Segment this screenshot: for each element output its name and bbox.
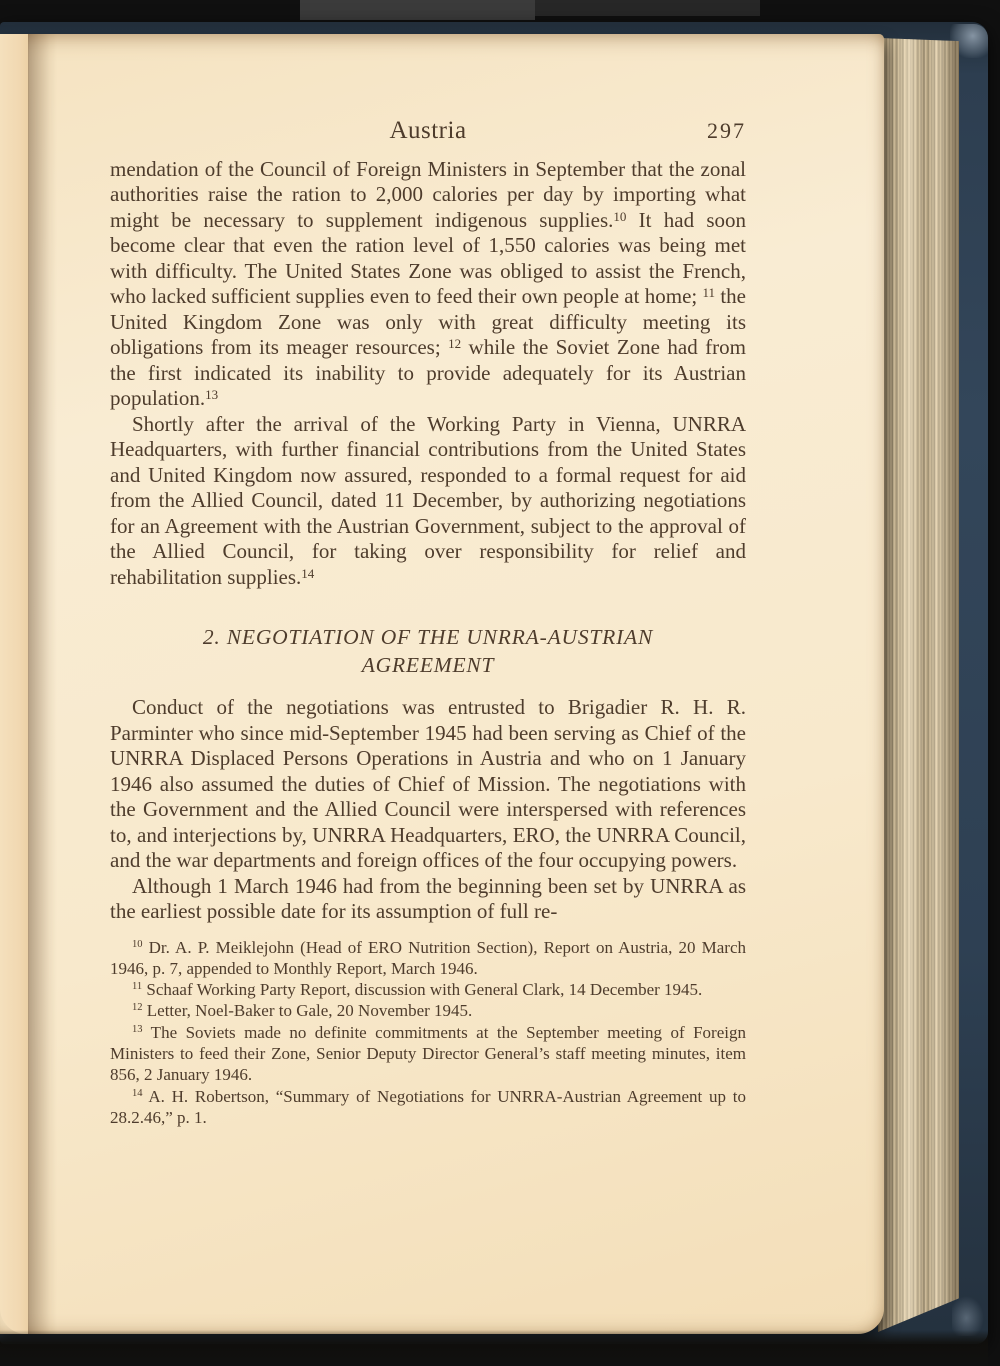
paragraph-continuation: mendation of the Council of Foreign Ministers in September that the zonal authorities raise the ration to 2,000 calories per day by importing what might be necessary to supplement indigenous supplies.$^{10}$ It had soon become clear that even the ration level of 1,550 calories was being met with difficulty. The United States Zone was obliged to assist the French, who lacked sufficient supplies even to feed their own people at home; $^{11}$ the United Kingdom Zone was only with great difficulty meeting its obligations from its meager resources; $^{12}$ while the Soviet Zone had from the first indicated its inability to provide adequately for its Austrian population.$^{13}$	[110, 156, 747, 410]
footnote-10: $^{10}$ Dr. A. P. Meiklejohn (Head of ERO Nutrition Section), Report on Austria, 20 March 1946, p. 7, appended to Monthly Report, March 1946.	[110, 937, 746, 978]
footnote-12: $^{12}$ Letter, Noel-Baker to Gale, 20 November 1945.	[132, 1001, 473, 1021]
bottom-shadow	[0, 1330, 988, 1366]
footnotes-block	[110, 937, 746, 1129]
paragraph: Although 1 March 1946 had from the beginning been set by UNRRA as the earliest possible date for its assumption of full re-	[110, 873, 746, 923]
footnote-ref: 10	[613, 208, 627, 224]
page-fore-edge-stack	[878, 36, 959, 1332]
footnote-ref: 14	[132, 1087, 143, 1099]
facing-page-sliver	[0, 34, 28, 1334]
footnote-ref: 12	[132, 1002, 143, 1014]
footnote-ref: 11	[702, 285, 716, 300]
backdrop-shadow-patch	[535, 0, 760, 16]
page-number: 297	[707, 118, 746, 143]
footnote-ref: 11	[132, 981, 143, 993]
backdrop-shadow-patch	[300, 0, 535, 20]
section-heading-line1: 2. NEGOTIATION OF THE UNRRA-AUSTRIAN	[202, 625, 654, 649]
paragraph: Conduct of the negotiations was entrusted to Brigadier R. H. R. Parminter who since mid-September 1945 had been serving as Chief of the UNRRA Displaced Persons Operations in Austria and who on 1 January 1946 also assumed the duties of Chief of Mission. The negotiations with the Government and the Allied Council were interspersed with references to, and interjections by, UNRRA Headquarters, ERO, the UNRRA Council, and the war departments and foreign offices of the four occupying powers.	[110, 695, 746, 872]
footnote-11: $^{11}$ Schaaf Working Party Report, discussion with General Clark, 14 December 1945.	[132, 980, 703, 1000]
footnote-ref: 13	[205, 387, 219, 402]
section-heading-line2: AGREEMENT	[361, 653, 495, 677]
footnote-ref: 12	[448, 336, 462, 351]
footnote-ref: 14	[301, 565, 315, 581]
section-heading	[120, 623, 736, 679]
page-header	[110, 118, 746, 144]
printed-text-block	[110, 118, 746, 1128]
footnote-ref: 10	[132, 938, 143, 950]
gutter-shadow	[28, 34, 57, 1334]
paragraph: Shortly after the arrival of the Working Party in Vienna, UNRRA Headquarters, with further financial contributions from the United States and United Kingdom now assured, responded to a formal request for aid from the Allied Council, dated 11 December, by authorizing negotiations for an Agreement with the Austrian Government, subject to the approval of the Allied Council, for taking over responsibility for relief and rehabilitation supplies.$^{14}$	[110, 411, 746, 589]
footnote-ref: 13	[132, 1023, 143, 1035]
footnote-14: $^{14}$ A. H. Robertson, “Summary of Negotiations for UNRRA-Austrian Agreement up to 28.2.46,” p. 1.	[110, 1086, 746, 1127]
running-title: Austria	[389, 117, 467, 144]
book-page	[0, 34, 884, 1334]
footnote-13: $^{13}$ The Soviets made no definite commitments at the September meeting of Foreign Ministers to feed their Zone, Senior Deputy Director General’s staff meeting minutes, item 856, 2 January 1946.	[110, 1022, 746, 1085]
